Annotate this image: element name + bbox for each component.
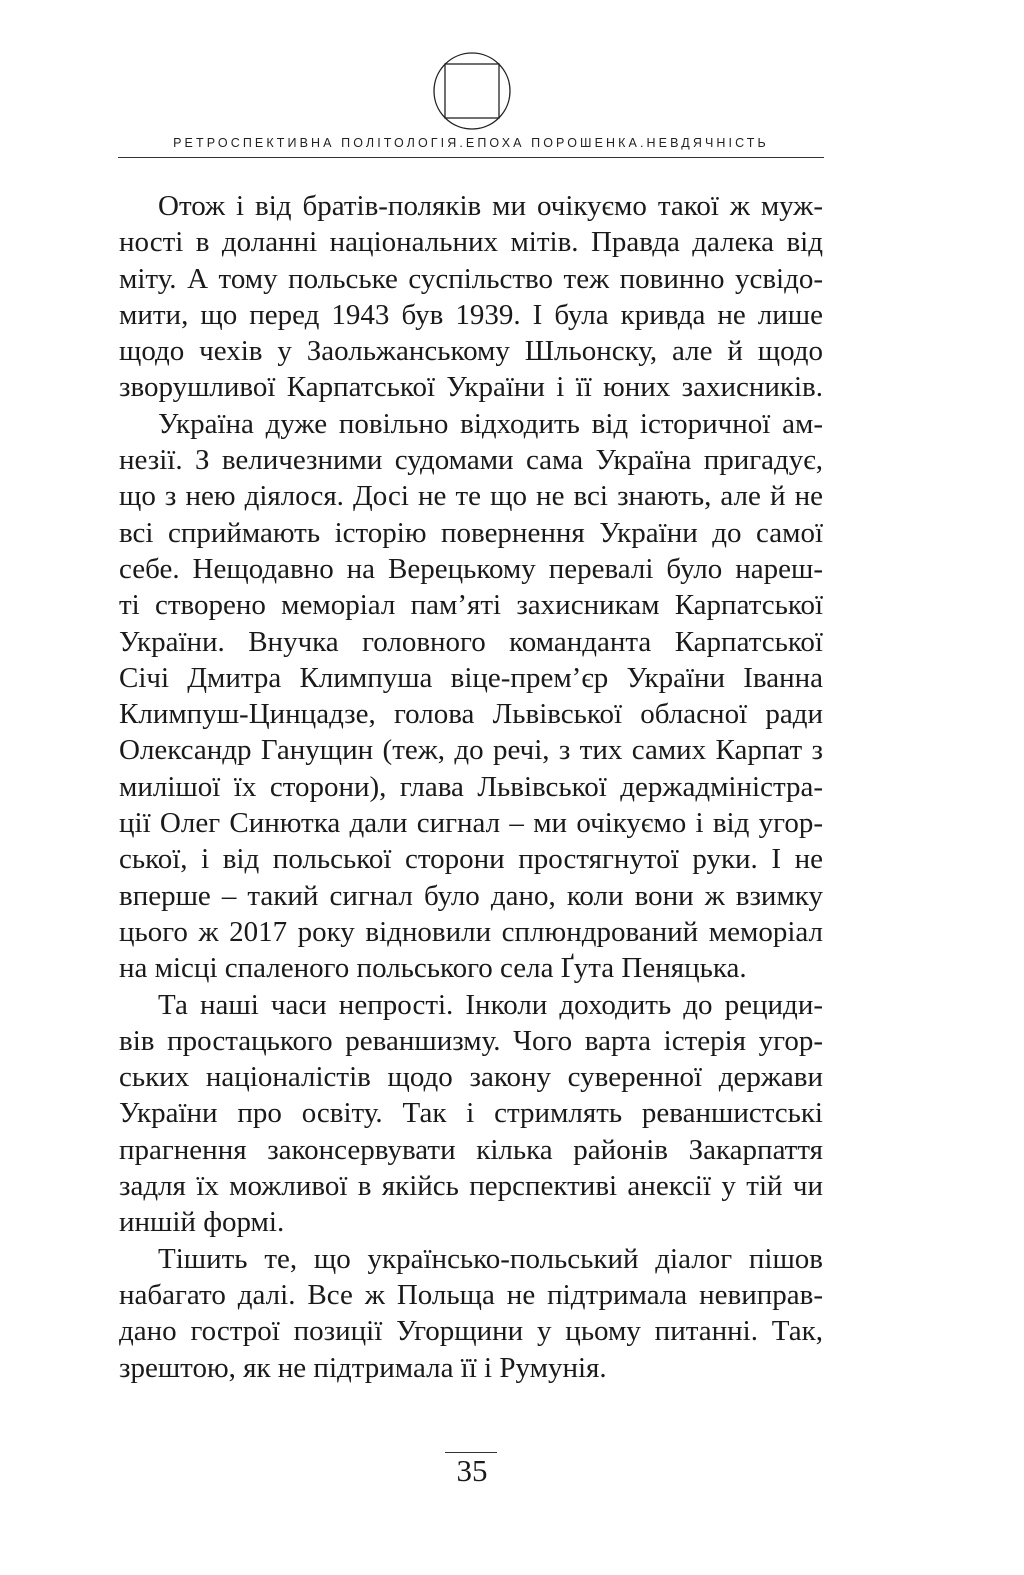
text-line: зворушливої Карпатської України і її юних захисників. (119, 371, 823, 404)
text-line: Климпуш-Цинцадзе, голова Львівської обласної ради (119, 698, 823, 731)
text-line: набагато далі. Все ж Польща не підтримала невиправ- (119, 1278, 823, 1311)
text-line: Тішить те, що українсько-польський діалог пішов (158, 1242, 823, 1275)
text-line: Та наші часи непрості. Інколи доходить до рециди- (158, 988, 823, 1021)
paragraph-1 (119, 188, 823, 406)
text-line: зрештою, як не підтримала її і Румунія. (119, 1351, 607, 1384)
text-line: Олександр Ганущин (теж, до речі, з тих самих Карпат з (119, 734, 823, 767)
text-line: незії. З величезними судомами сама Україна пригадує, (119, 444, 823, 477)
text-line: Україна дуже повільно відходить від історичної ам- (158, 407, 823, 440)
text-line: себе. Нещодавно на Верецькому перевалі було нареш- (119, 552, 823, 585)
text-line: ті створено меморіал пам’яті захисникам Карпатської (119, 589, 823, 622)
text-line: дано гострої позиції Угорщини у цьому питанні. Так, (119, 1315, 823, 1348)
text-line: України. Внучка головного команданта Карпатської (119, 625, 823, 658)
text-line: міту. А тому польське суспільство теж повинно усвідо- (119, 262, 823, 295)
text-line: ності в доланні національних мітів. Правда далека від (119, 226, 823, 259)
circle-square-logo-icon (431, 50, 513, 132)
running-header: РЕТРОСПЕКТИВНА ПОЛІТОЛОГІЯ.ЕПОХА ПОРОШЕНКА.НЕВДЯЧНІСТЬ (173, 136, 769, 150)
text-line: ських націоналістів щодо закону суверенної держави (119, 1061, 823, 1094)
text-line: задля їх можливої в якійсь перспективі анексії у тій чи (119, 1170, 823, 1203)
paragraph-2 (119, 406, 823, 987)
text-line: прагнення законсервувати кілька районів Закарпаття (119, 1133, 823, 1166)
text-line: иншій формі. (119, 1206, 285, 1239)
text-line: ції Олег Синютка дали сигнал – ми очікуємо і від угор- (119, 807, 823, 840)
text-line: мити, що перед 1943 був 1939. І була кривда не лише (119, 298, 823, 331)
text-line: України про освіту. Так і стримлять реваншистські (119, 1097, 823, 1130)
text-line: щодо чехів у Заольжанському Шльонску, але й щодо (119, 335, 823, 368)
header-divider (118, 157, 824, 158)
text-line: вів простацького реваншизму. Чого варта істерія угор- (119, 1024, 823, 1057)
paragraph-4 (119, 1241, 823, 1386)
page-number: 35 (456, 1453, 488, 1488)
text-line: всі сприймають історію повернення України до самої (119, 516, 823, 549)
text-line: милішої їх сторони), глава Львівської держадміністра- (119, 770, 823, 803)
text-line: Січі Дмитра Климпуша віце-прем’єр України Іванна (119, 661, 823, 694)
text-line: цього ж 2017 року відновили сплюндрований меморіал (119, 915, 823, 948)
text-line: ської, і від польської сторони простягнутої руки. І не (119, 843, 823, 876)
text-line: Отож і від братів-поляків ми очікуємо такої ж муж- (158, 190, 823, 222)
text-line: на місці спаленого польського села Ґута Пеняцька. (119, 952, 747, 985)
paragraph-3 (119, 987, 823, 1241)
text-line: вперше – такий сигнал було дано, коли вони ж взимку (119, 879, 823, 912)
body-text (119, 188, 823, 1386)
text-line: що з нею діялося. Досі не те що не всі знають, але й не (119, 480, 823, 513)
